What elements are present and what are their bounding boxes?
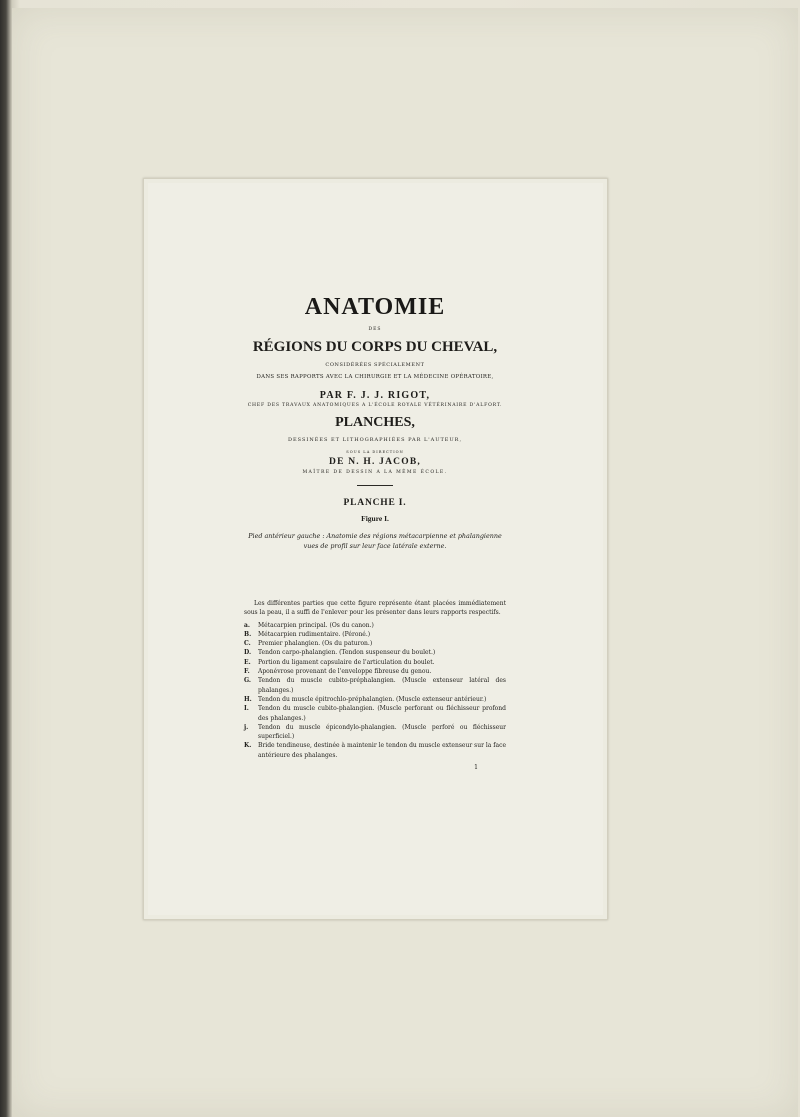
caption-line-1: Pied antérieur gauche : Anatomie des régions métacarpienne et phalangienne bbox=[248, 532, 502, 540]
item-text: Aponévrose provenant de l'enveloppe fibreuse du genou. bbox=[258, 668, 432, 676]
sous-direction-line: SOUS LA DIRECTION bbox=[346, 450, 404, 454]
main-title: ANATOMIE bbox=[304, 294, 446, 320]
figure-caption bbox=[244, 531, 506, 551]
list-item bbox=[244, 630, 506, 639]
item-letter: G. bbox=[244, 677, 251, 685]
list-item bbox=[244, 621, 506, 630]
rapports-line: DANS SES RAPPORTS AVEC LA CHIRURGIE ET LA MÉDECINE OPÉRATOIRE, bbox=[256, 374, 494, 380]
item-letter: F. bbox=[244, 668, 250, 676]
title-sheet-inner bbox=[148, 183, 603, 915]
item-letter: B. bbox=[244, 630, 252, 638]
item-text: Tendon carpo-phalangien. (Tendon suspenseur du boulet.) bbox=[258, 649, 436, 657]
item-letter: D. bbox=[244, 649, 252, 657]
caption-line-2: vues de profil sur leur face latérale externe. bbox=[303, 542, 447, 550]
list-item bbox=[244, 695, 506, 704]
item-text: Métacarpien principal. (Os du canon.) bbox=[258, 621, 374, 629]
list-item bbox=[244, 676, 506, 695]
item-text: Bride tendineuse, destinée à maintenir le tendon du muscle extenseur sur la face antérieure des phalanges. bbox=[258, 742, 506, 759]
item-letter: C. bbox=[244, 640, 251, 648]
legend-list bbox=[244, 621, 506, 760]
list-item bbox=[244, 704, 506, 723]
title-block bbox=[244, 293, 506, 551]
list-item bbox=[244, 667, 506, 676]
item-letter: a. bbox=[244, 621, 250, 629]
item-text: Portion du ligament capsulaire de l'articulation du boulet. bbox=[258, 658, 435, 666]
item-text: Tendon du muscle épitrochlo-préphalangien. (Muscle extenseur antérieur.) bbox=[258, 695, 487, 703]
des-label: DES bbox=[368, 327, 382, 332]
divider-rule bbox=[357, 485, 393, 486]
title-sheet bbox=[143, 178, 608, 920]
item-letter: K. bbox=[244, 742, 252, 750]
director-role: MAÎTRE DE DESSIN A LA MÊME ÉCOLE. bbox=[302, 470, 448, 475]
item-text: Premier phalangien. (Os du paturon.) bbox=[258, 640, 373, 648]
director-line: DE N. H. JACOB, bbox=[329, 457, 421, 467]
figure-heading: Figure I. bbox=[361, 514, 389, 523]
list-item bbox=[244, 741, 506, 760]
list-item bbox=[244, 648, 506, 657]
intro-paragraph: Les différentes parties que cette figure représente étant placées immédiatement sous la peau, il a suffi de l'enlever pour les présenter dans leurs rapports respectifs. bbox=[244, 600, 506, 617]
planche-heading: PLANCHE I. bbox=[343, 498, 407, 508]
item-letter: E. bbox=[244, 658, 251, 666]
subtitle: RÉGIONS DU CORPS DU CHEVAL, bbox=[252, 339, 498, 355]
item-letter: H. bbox=[244, 695, 252, 703]
item-text: Tendon du muscle épicondylo-phalangien. (Muscle perforé ou fléchisseur superficiel.) bbox=[258, 723, 506, 741]
item-text: Métacarpien rudimentaire. (Péroné.) bbox=[258, 630, 371, 638]
dessinees-line: DESSINÉES ET LITHOGRAPHIÉES PAR L'AUTEUR, bbox=[287, 437, 463, 443]
item-letter: I. bbox=[244, 705, 249, 713]
planches-heading: PLANCHES, bbox=[335, 415, 415, 430]
item-text: Tendon du muscle cubito-phalangien. (Muscle perforant ou fléchisseur profond des phalanges.) bbox=[258, 705, 506, 722]
author-line: PAR F. J. J. RIGOT, bbox=[319, 390, 431, 401]
list-item bbox=[244, 658, 506, 667]
list-item bbox=[244, 639, 506, 648]
item-text: Tendon du muscle cubito-préphalangien. (Muscle extenseur latéral des phalanges.) bbox=[258, 677, 506, 694]
author-role: CHEF DES TRAVAUX ANATOMIQUES A L'ÉCOLE ROYALE VÉTÉRINAIRE D'ALFORT. bbox=[247, 403, 503, 408]
legend-text bbox=[244, 599, 506, 772]
list-item bbox=[244, 723, 506, 742]
page-number: 1 bbox=[474, 764, 478, 772]
item-letter: j. bbox=[244, 723, 249, 731]
considerees-line: CONSIDÉRÉES SPÉCIALEMENT bbox=[325, 362, 425, 368]
